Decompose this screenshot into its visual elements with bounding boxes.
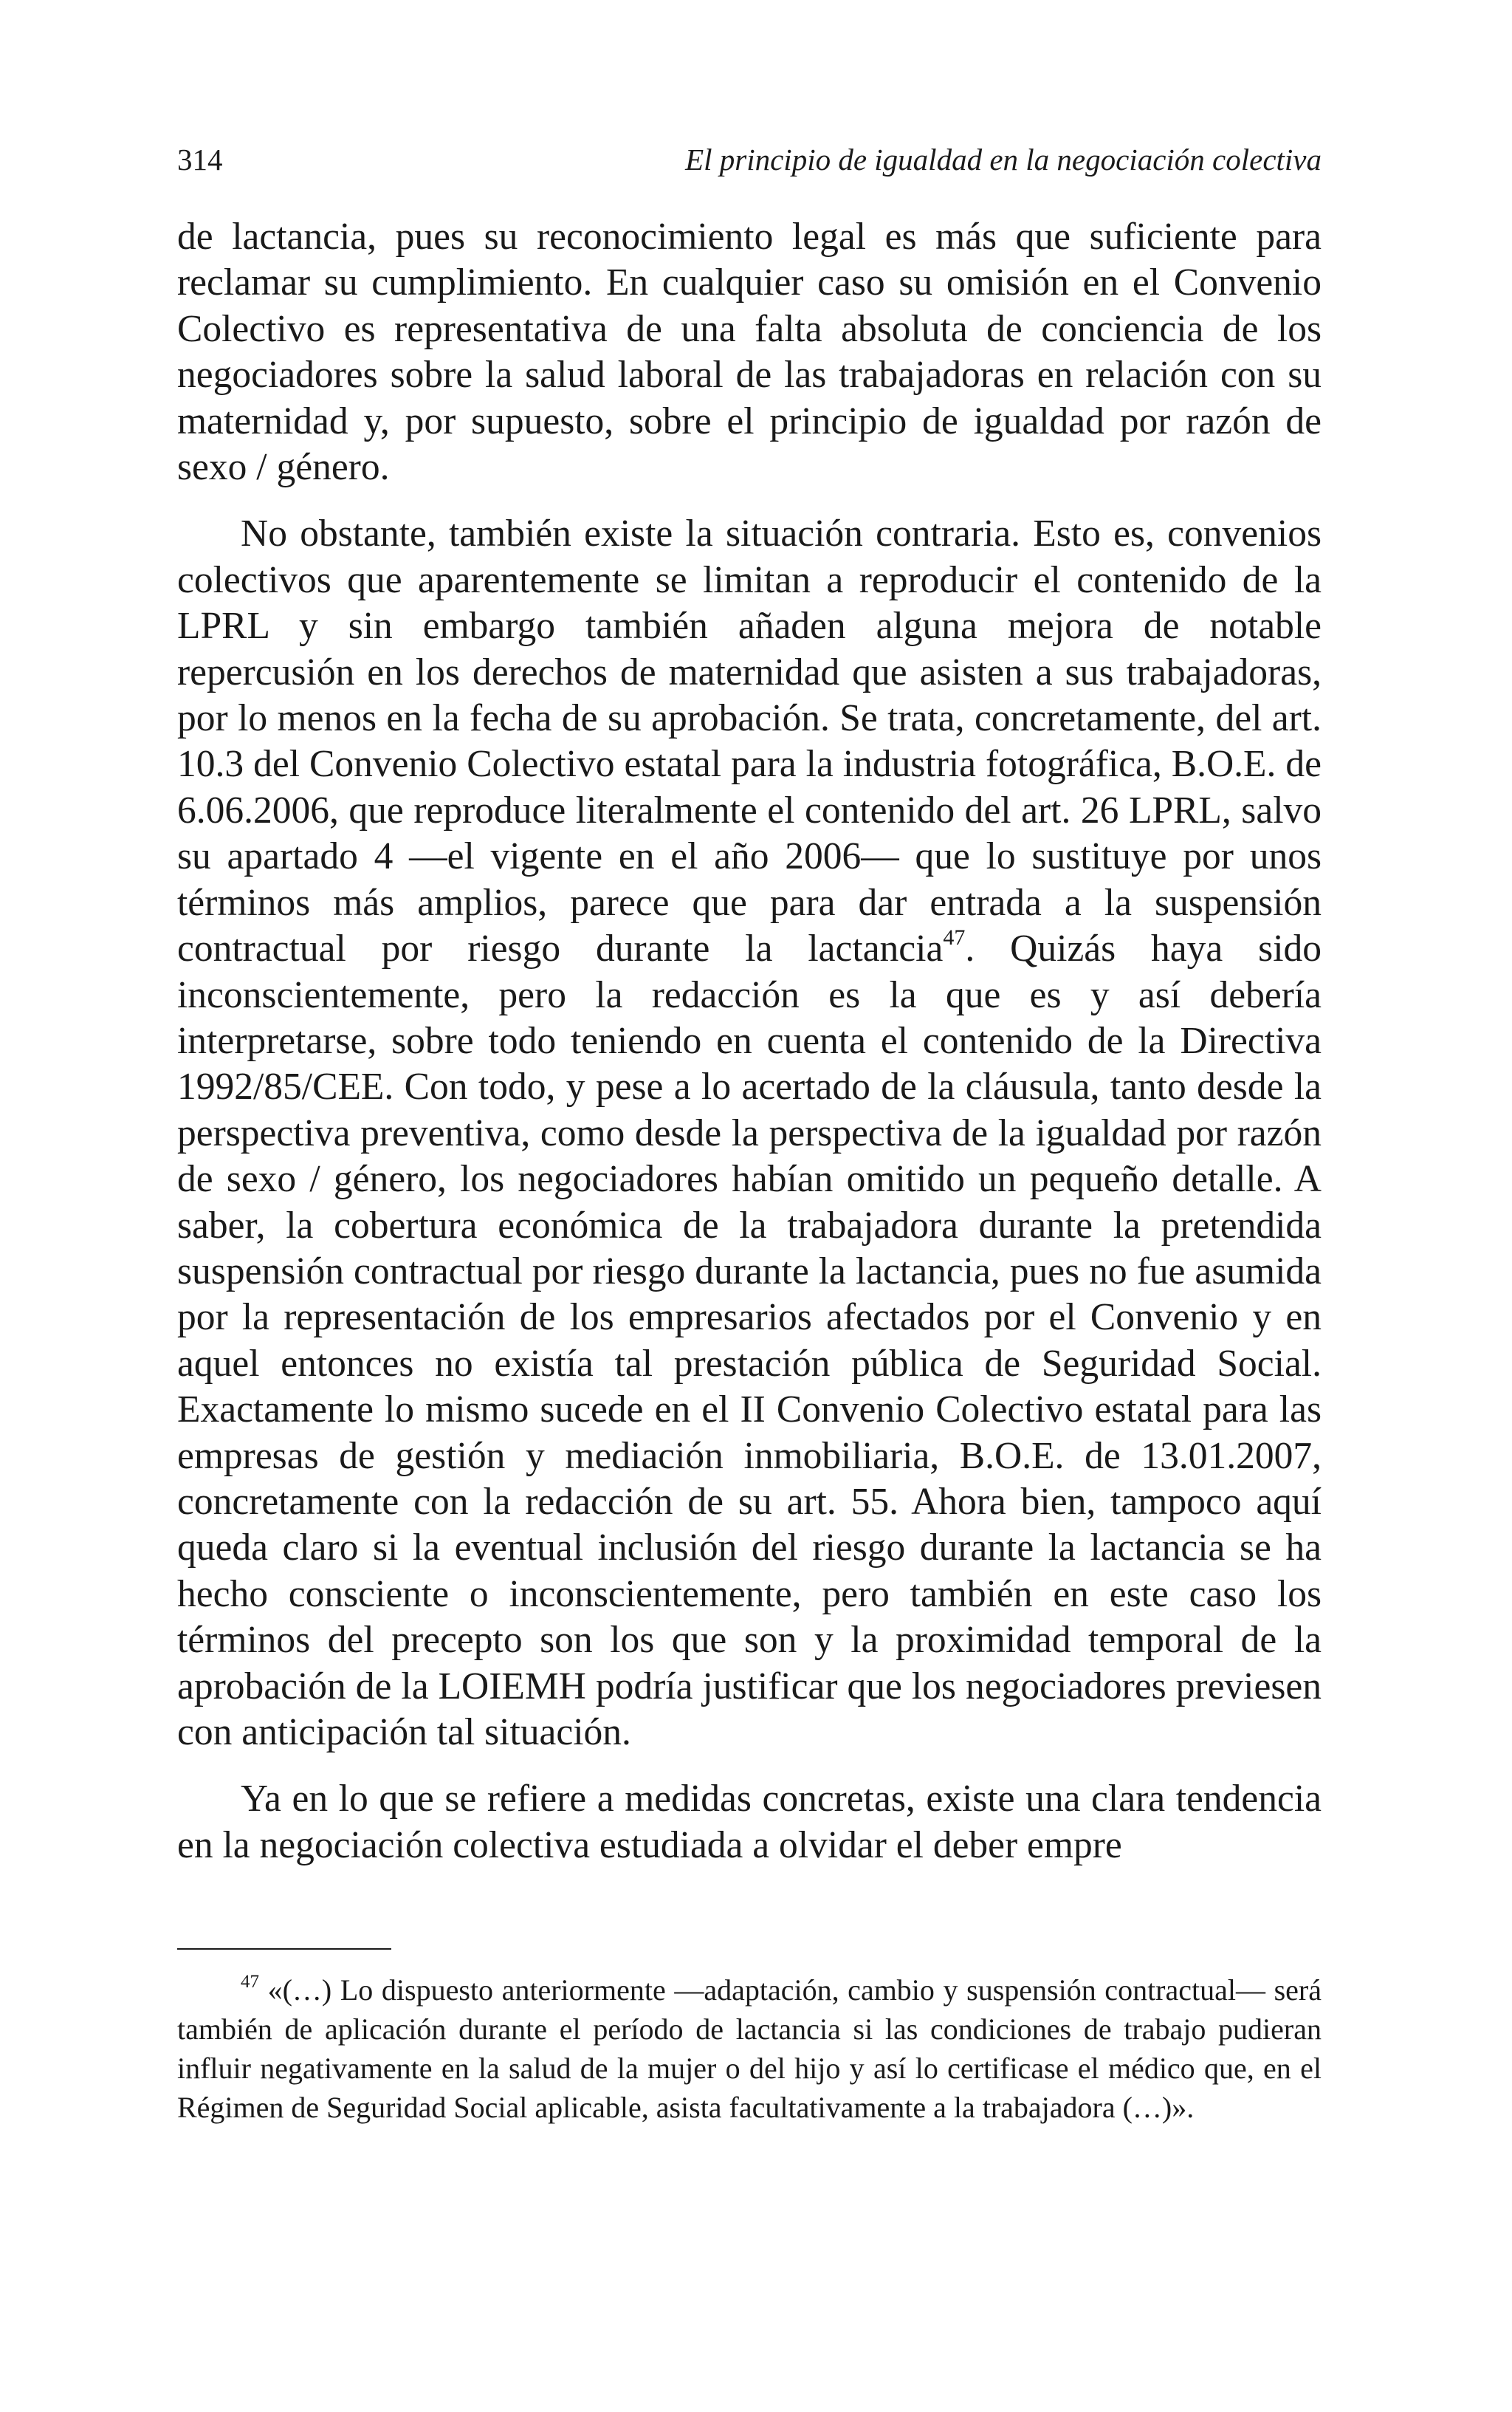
- footnotes: [177, 1970, 1322, 2127]
- paragraph-3: Ya en lo que se refiere a medidas concretas, existe una clara tendencia en la negociación colectiva estudiada a olvidar el deber empre: [177, 1778, 1322, 1866]
- running-head: [177, 137, 1322, 182]
- running-title: El principio de igualdad en la negociación colectiva: [685, 143, 1322, 177]
- main-text: [177, 214, 1322, 1889]
- footnote-number: 47: [241, 1972, 259, 1992]
- footnote-reference: 47: [943, 925, 966, 950]
- paragraph-1: de lactancia, pues su reconocimiento legal es más que suficiente para reclamar su cumplimiento. En cualquier caso su omisión en el Convenio Colectivo es representativa de una falta absoluta de conciencia de los negociadores sobre la salud laboral de las trabajadoras en relación con su maternidad y, por supuesto, sobre el principio de igualdad por razón de sexo / género.: [177, 216, 1322, 489]
- footnote-separator: [177, 1948, 391, 1950]
- footnote-text: «(…) Lo dispuesto anteriormente —adaptación, cambio y suspensión contractual— será también de aplicación durante el período de lactancia si las condiciones de trabajo pudieran influir negativamente en la salud de la mujer o del hijo y así lo certificase el médico que, en el Régimen de Seguridad Social aplicable, asista facultativamente a la trabajadora (…)».: [177, 1973, 1322, 2124]
- page-number: 314: [177, 143, 223, 177]
- paragraph-2: [177, 511, 1322, 1755]
- paragraph-2-text: No obstante, también existe la situación contraria. Esto es, convenios colectivos que aparentemente se limitan a reproducir el contenido de la LPRL y sin embargo también añaden alguna mejora de notable repercusión en los derechos de maternidad que asisten a sus trabajadoras, por lo menos en la fecha de su aprobación. Se trata, concretamente, del art. 10.3 del Convenio Colectivo estatal para la industria fotográfica, B.O.E. de 6.06.2006, que reproduce literalmente el contenido del art. 26 LPRL, salvo su apartado 4 —el vigente en el año 2006— que lo sustituye por unos términos más amplios, parece que para dar entrada a la suspensión contractual por riesgo durante la lactancia: [177, 513, 1322, 970]
- paragraph-2-continuation: . Quizás haya sido inconscientemente, pero la redacción es la que es y así debería interpretarse, sobre todo teniendo en cuenta el contenido de la Directiva 1992/85/CEE. Con todo, y pese a lo acertado de la cláusula, tanto desde la perspectiva preventiva, como desde la perspectiva de la igualdad por razón de sexo / género, los negociadores habían omitido un pequeño detalle. A saber, la cobertura económica de la trabajadora durante la pretendida suspensión contractual por riesgo durante la lactancia, pues no fue asumida por la representación de los empresarios afectados por el Convenio y en aquel entonces no existía tal prestación pública de Seguridad Social. Exactamente lo mismo sucede en el II Convenio Colectivo estatal para las empresas de gestión y mediación inmobiliaria, B.O.E. de 13.01.2007, concretamente con la redacción de su art. 55. Ahora bien, tampoco aquí queda claro si la eventual inclusión del riesgo durante la lactancia se ha hecho consciente o inconscientemente, pero también en este caso los términos del precepto son los que son y la proximidad temporal de la aprobación de la LOIEMH podría justificar que los negociadores previesen con anticipación tal situación.: [177, 928, 1322, 1753]
- footnote: [177, 1970, 1322, 2127]
